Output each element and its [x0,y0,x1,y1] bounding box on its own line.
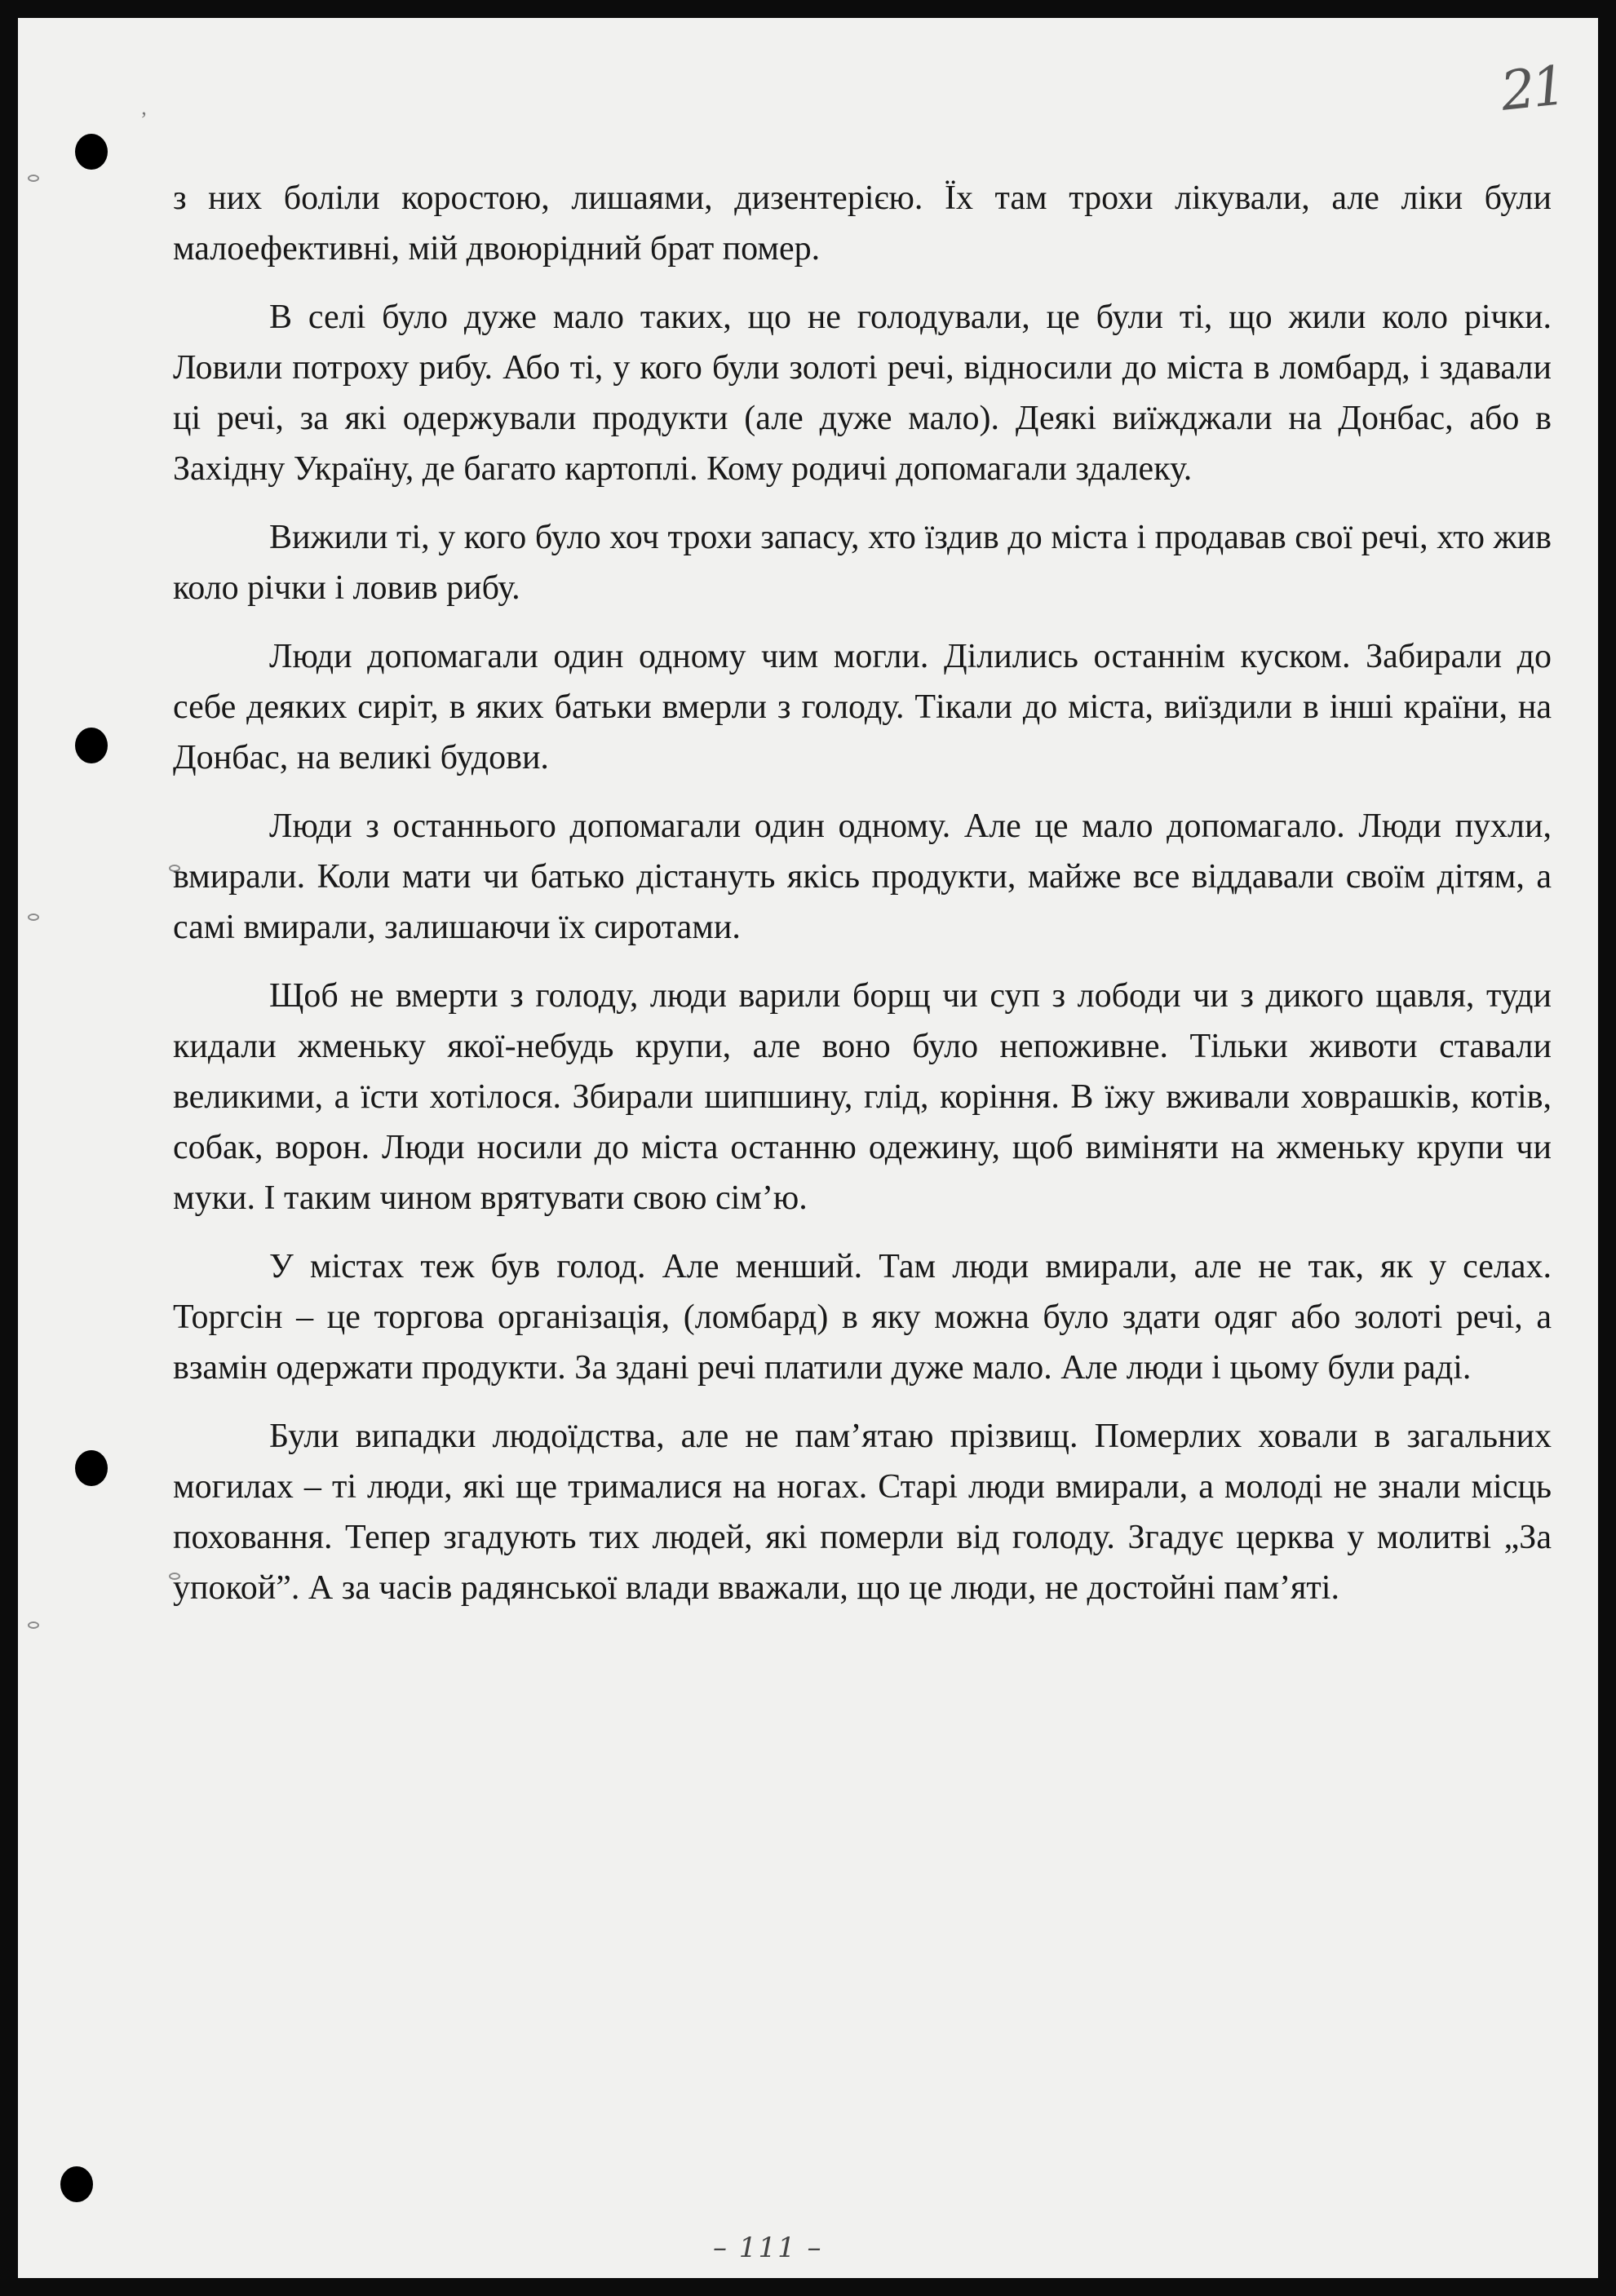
punch-hole-icon [75,728,108,763]
punch-hole-icon [60,2166,93,2202]
paragraph-3: Вижили ті, у кого було хоч трохи запасу, хто їздив до міста і продавав свої речі, хто жив коло річки і ловив рибу. [173,519,1552,607]
margin-speck-icon [28,175,39,182]
document-page [18,18,1598,2278]
margin-speck-icon [28,1621,39,1629]
document-body [173,173,1552,1631]
margin-speck-icon [28,914,39,921]
punch-hole-icon [75,134,108,170]
margin-speck-icon: ’ [140,108,148,131]
paragraph-5: Люди з останнього допомагали один одному. Але це мало допомагало. Люди пухли, вмирали. Коли мати чи батько дістануть якісь продукти, майже все віддавали своїм дітям, а самі вмирали, залишаючи їх сиротами. [173,807,1552,946]
paragraph-1: з них боліли коростою, лишаями, дизентерією. Їх там трохи лікували, але ліки були малоефективні, мій двоюрідний брат помер. [173,179,1552,268]
punch-hole-icon [75,1450,108,1486]
paragraph-7: У містах теж був голод. Але менший. Там люди вмирали, але не так, як у селах. Торгсін – це торгова організація, (ломбард) в яку можна було здати одяг або золоті речі, а взамін одержати продукти. За здані речі платили дуже мало. Але люди і цьому були раді. [173,1248,1552,1387]
paragraph-8: Були випадки людоїдства, але не пам’ятаю прізвищ. Померлих ховали в загальних могилах – ті люди, які ще трималися на ногах. Старі люди вмирали, а молоді не знали місць поховання. Тепер згадують тих людей, які померли від голоду. Згадує церква у молитві „За упокой”. А за часів радянської влади вважали, що це люди, не достойні пам’яті. [173,1418,1552,1607]
paragraph-4: Люди допомагали один одному чим могли. Ділились останнім куском. Забирали до себе деяких сиріт, в яких батьки вмерли з голоду. Тікали до міста, виїздили в інші країни, на Донбас, на великі будови. [173,638,1552,776]
paragraph-6: Щоб не вмерти з голоду, люди варили борщ чи суп з лободи чи з дикого щавля, туди кидали жменьку якої-небудь крупи, але воно було непоживне. Тільки животи ставали великими, а їсти хотілося. Збирали шипшину, глід, коріння. В їжу вживали ховрашків, котів, собак, ворон. Люди носили до міста останню одежину, щоб виміняти на жменьку крупи чи муки. І таким чином врятувати свою сім’ю. [173,977,1552,1217]
paragraph-2: В селі було дуже мало таких, що не голодували, це були ті, що жили коло річки. Ловили потроху рибу. Або ті, у кого були золоті речі, відносили до міста в ломбард, і здавали ці речі, за які одержували продукти (але дуже мало). Деякі виїжджали на Донбас, або в Західну Україну, де багато картоплі. Кому родичі допомагали здалеку. [173,299,1552,488]
footer-page-mark: – 111 – [713,2232,823,2264]
handwritten-page-number: 21 [1498,54,1566,123]
